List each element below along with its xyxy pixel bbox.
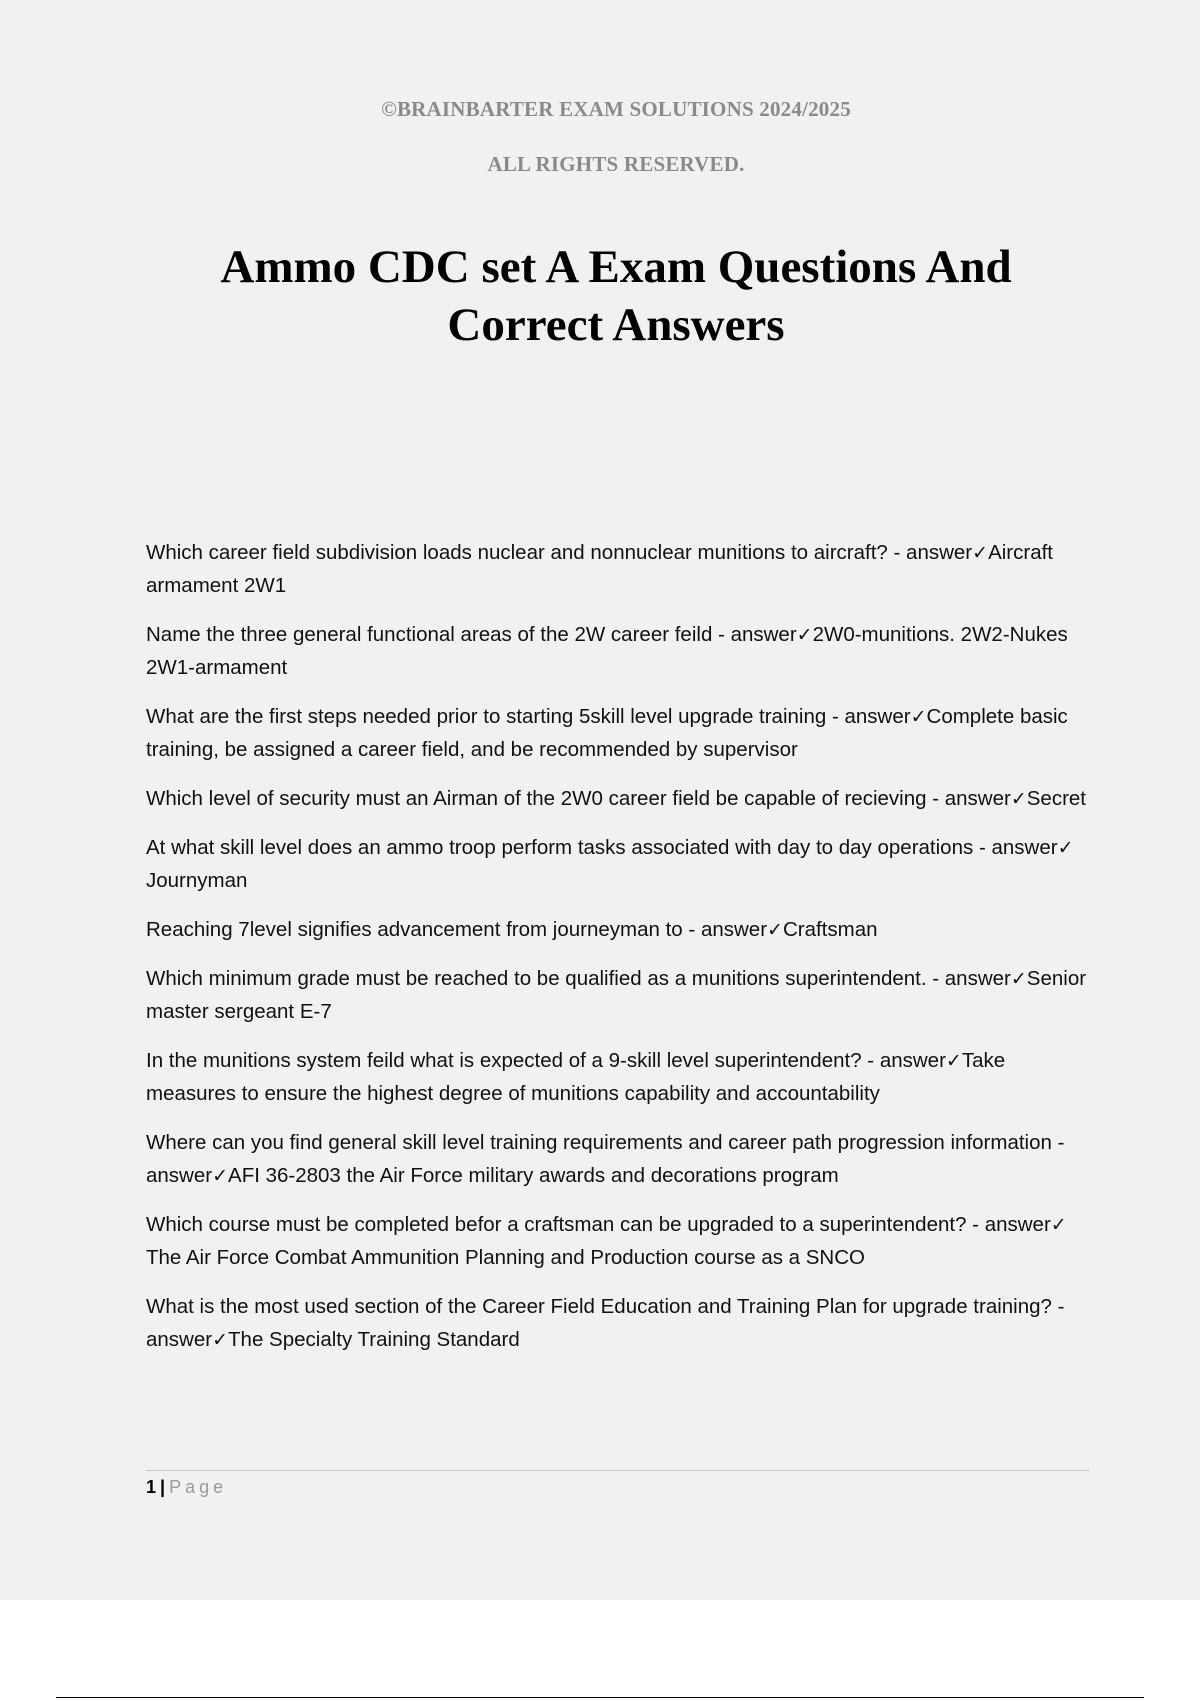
question-text: Reaching 7level signifies advancement from journeyman to [146,918,683,941]
answer-prefix: answer [944,787,1011,810]
question-text: Which level of security must an Airman of the 2W0 career field be capable of recieving [146,787,927,810]
checkmark-icon: ✓ [910,706,927,728]
qa-item: What is the most used section of the Career Field Education and Training Plan for upgrade training? - answer✓The Specialty Training Standard [146,1295,1065,1351]
checkmark-icon: ✓ [972,542,989,564]
page-number: 1 [146,1477,157,1497]
qa-item: Which course must be completed befor a craftsman can be upgraded to a superintendent? - answer✓The Air Force Combat Ammunition Planning and Production course as a SNCO [146,1213,1067,1269]
question-text: At what skill level does an ammo troop perform tasks associated with day to day operations [146,836,974,859]
answer-prefix: answer [906,541,973,564]
answer-text: 2W0-munitions. 2W2-Nukes 2W1-armament [146,623,1068,679]
question-text: Name the three general functional areas of the 2W career feild [146,623,713,646]
checkmark-icon: ✓ [1010,968,1027,990]
answer-prefix: answer [730,623,797,646]
checkmark-icon: ✓ [945,1050,962,1072]
checkmark-icon: ✓ [1010,788,1027,810]
answer-prefix: answer [944,967,1011,990]
qa-item: In the munitions system feild what is expected of a 9-skill level superintendent? - answer✓Take measures to ensure the highest degree of munitions capability and accountability [146,1049,1006,1105]
question-text: Where can you find general skill level training requirements and career path progression information [146,1131,1052,1154]
page-label: Page [169,1477,228,1497]
checkmark-icon: ✓ [1057,837,1074,859]
question-text: In the munitions system feild what is expected of a 9-skill level superintendent? [146,1049,862,1072]
answer-prefix: answer [991,836,1058,859]
rights-reserved-header: ALL RIGHTS RESERVED. [487,152,745,176]
checkmark-icon: ✓ [767,919,783,941]
answer-prefix: answer [700,918,768,941]
bottom-divider [56,1697,1144,1698]
checkmark-icon: ✓ [212,1329,229,1351]
answer-text: Journyman [146,869,248,892]
checkmark-icon: ✓ [212,1165,229,1187]
answer-prefix: answer [844,705,911,728]
answer-text: The Specialty Training Standard [228,1328,520,1351]
answer-prefix: answer [146,1328,213,1351]
qa-item: At what skill level does an ammo troop perform tasks associated with day to day operations - answer✓Journyman [146,836,1074,892]
question-text: Which minimum grade must be reached to be qualified as a munitions superintendent. [146,967,927,990]
answer-prefix: answer [984,1213,1051,1236]
page-separator: | [160,1477,166,1497]
answer-prefix: answer [879,1049,946,1072]
question-text: Which career field subdivision loads nuclear and nonnuclear munitions to aircraft? [146,541,888,564]
question-text: What are the first steps needed prior to starting 5skill level upgrade training [146,705,827,728]
question-text: What is the most used section of the Career Field Education and Training Plan for upgrade training? [146,1295,1052,1318]
answer-text: Senior master sergeant E-7 [146,967,1087,1023]
answer-text: AFI 36-2803 the Air Force military awards and decorations program [228,1164,839,1187]
question-answer-list [146,536,1096,1372]
question-text: Which course must be completed befor a craftsman can be upgraded to a superintendent? [146,1213,967,1236]
qa-item: Name the three general functional areas of the 2W career feild - answer✓2W0-munitions. 2W2-Nukes 2W1-armament [146,623,1068,679]
answer-text: The Air Force Combat Ammunition Planning and Production course as a SNCO [146,1246,865,1269]
page-footer [146,1474,227,1500]
qa-item: Which minimum grade must be reached to be qualified as a munitions superintendent. - answer✓Senior master sergeant E-7 [146,967,1087,1023]
qa-item: Which level of security must an Airman of the 2W0 career field be capable of recieving - answer✓Secret [146,787,1086,810]
answer-text: Craftsman [782,918,878,941]
qa-item: Which career field subdivision loads nuclear and nonnuclear munitions to aircraft? - answer✓Aircraft armament 2W1 [146,541,1053,597]
footer-divider [146,1470,1090,1471]
answer-prefix: answer [146,1164,213,1187]
qa-item: What are the first steps needed prior to starting 5skill level upgrade training - answer✓Complete basic training, be assigned a career field, and be recommended by supervisor [146,705,1068,761]
document-title: Ammo CDC set A Exam Questions And Correct Answers [220,241,1012,351]
answer-text: Complete basic training, be assigned a career field, and be recommended by supervisor [146,705,1068,761]
checkmark-icon: ✓ [796,624,813,646]
checkmark-icon: ✓ [1050,1214,1067,1236]
answer-text: Take measures to ensure the highest degree of munitions capability and accountability [146,1049,1006,1105]
copyright-header: ©BRAINBARTER EXAM SOLUTIONS 2024/2025 [381,97,851,121]
qa-item: Where can you find general skill level training requirements and career path progression information - answer✓AFI 36-2803 the Air Force military awards and decorations program [146,1131,1065,1187]
answer-text: Aircraft armament 2W1 [146,541,1053,597]
qa-item: Reaching 7level signifies advancement from journeyman to - answer✓Craftsman [146,918,878,941]
answer-text: Secret [1026,787,1086,810]
